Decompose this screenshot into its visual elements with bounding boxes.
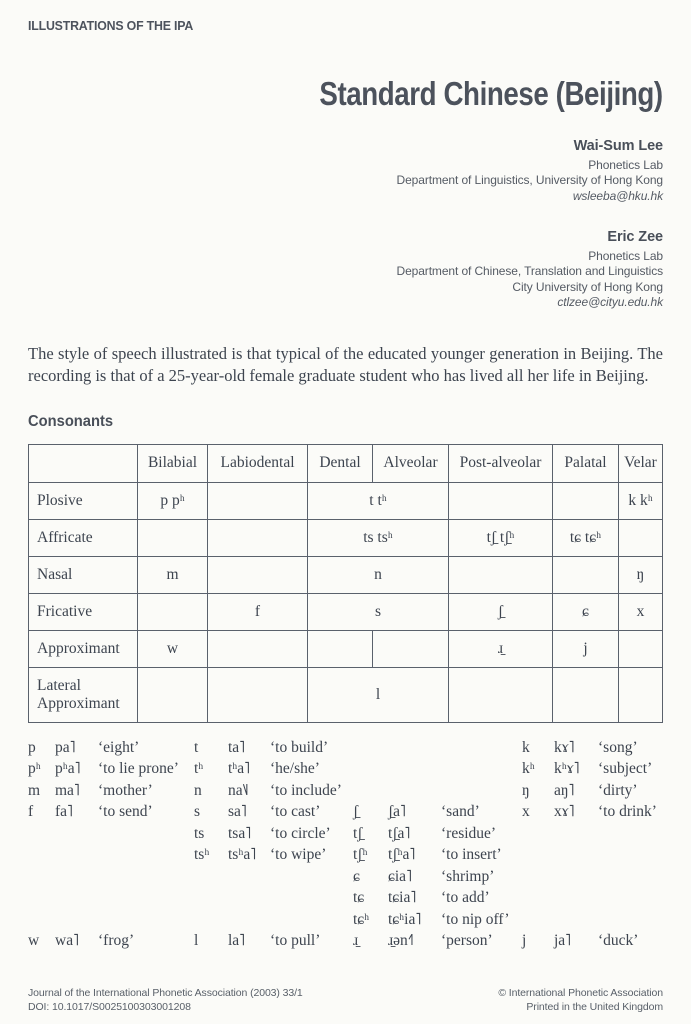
word-gloss: ‘to pull’ (270, 932, 321, 949)
word-word (228, 889, 270, 911)
cell-approximant-post-alveolar: ɹ̠ (449, 630, 553, 667)
author-email: wsleeba@hku.hk (572, 188, 663, 203)
word-list-row (28, 868, 663, 890)
printed-line: Printed in the United Kingdom (526, 1001, 663, 1013)
section-heading-consonants: Consonants (28, 412, 114, 430)
running-head: ILLUSTRATIONS OF THE IPA (28, 18, 194, 33)
col-header-labiodental: Labiodental (208, 444, 308, 482)
word-gloss (598, 825, 663, 847)
word-word: tsa˥ (228, 824, 252, 842)
word-gloss: ‘to add’ (441, 889, 490, 906)
word-symbol: tsʰ (194, 846, 210, 863)
word-gloss: ‘he/she’ (270, 760, 320, 777)
col-header-bilabial: Bilabial (138, 444, 208, 482)
word-word (55, 868, 98, 890)
word-symbol: ŋ (522, 781, 530, 799)
cell-plosive-palatal (553, 482, 619, 519)
author-email: ctlzee@cityu.edu.hk (557, 295, 663, 309)
word-symbol (522, 868, 554, 890)
word-gloss: ‘to send’ (98, 803, 153, 820)
word-gloss: ‘dirty’ (598, 781, 638, 799)
word-word: ta˥ (228, 738, 246, 756)
word-list-row (28, 803, 663, 825)
word-gloss: ‘duck’ (598, 932, 639, 949)
word-word (228, 911, 270, 933)
word-list (28, 739, 663, 954)
col-header-velar: Velar (619, 444, 663, 482)
word-gloss: ‘eight’ (98, 738, 140, 756)
cell-nasal-palatal (553, 556, 619, 593)
word-gloss: ‘to wipe’ (270, 846, 327, 863)
word-word: sa˥ (228, 803, 247, 820)
cell-nasal-post-alveolar (449, 556, 553, 593)
word-gloss (598, 846, 663, 868)
word-word (554, 868, 598, 890)
col-header-post-alveolar: Post-alveolar (449, 444, 553, 482)
word-symbol (353, 739, 388, 761)
row-fricative (29, 593, 663, 630)
word-word: tɕia˥ (388, 889, 417, 906)
word-gloss (98, 911, 194, 933)
word-symbol (353, 782, 388, 804)
word-symbol: f (28, 803, 34, 820)
consonant-table-header-row (29, 444, 663, 482)
word-symbol: m (28, 781, 41, 799)
footer-right (498, 986, 663, 1014)
row-label: Approximant (29, 630, 138, 667)
author-affiliation: Phonetics Lab (588, 248, 663, 263)
word-gloss: ‘to build’ (270, 738, 329, 756)
word-word: aŋ˥ (554, 781, 575, 799)
word-gloss: ‘frog’ (98, 932, 135, 949)
col-header-alveolar: Alveolar (373, 444, 449, 482)
word-word: wa˥ (55, 932, 80, 949)
author-block-2 (28, 230, 663, 311)
word-word: tʰa˥ (228, 760, 251, 777)
word-gloss: ‘shrimp’ (441, 867, 495, 885)
word-word (388, 782, 441, 804)
word-gloss: ‘to nip off’ (441, 910, 510, 928)
cell-plosive-dental-alveolar: t tʰ (308, 482, 449, 519)
word-symbol: x (522, 803, 530, 820)
cell-plosive-labiodental (208, 482, 308, 519)
word-symbol: pʰ (28, 760, 41, 777)
word-gloss (441, 782, 522, 804)
word-gloss (598, 889, 663, 911)
cell-affricate-velar (619, 519, 663, 556)
word-symbol: ɹ̠ (353, 932, 359, 949)
word-gloss: ‘person’ (441, 932, 493, 949)
word-gloss (441, 739, 522, 761)
word-word (388, 760, 441, 782)
word-word: fa˥ (55, 803, 73, 820)
word-gloss (598, 911, 663, 933)
cell-plosive-bilabial: p pʰ (138, 482, 208, 519)
word-symbol (522, 825, 554, 847)
word-symbol: ɕ (353, 867, 360, 885)
word-word: na˥˩ (228, 781, 249, 799)
word-word (554, 911, 598, 933)
word-symbol: w (28, 932, 40, 949)
cell-approximant-palatal: j (553, 630, 619, 667)
word-gloss (598, 868, 663, 890)
cell-fricative-bilabial (138, 593, 208, 630)
word-gloss (270, 889, 353, 911)
word-symbol (353, 760, 388, 782)
journal-line: Journal of the International Phonetic Association (2003) 33/1 (28, 987, 303, 999)
word-list-row (28, 739, 663, 761)
word-word (554, 889, 598, 911)
cell-fricative-dental-alveolar: s (308, 593, 449, 630)
word-word: kʰɤ˥ (554, 760, 580, 777)
cell-nasal-velar: ŋ (619, 556, 663, 593)
word-symbol (522, 889, 554, 911)
word-gloss (98, 889, 194, 911)
cell-plosive-post-alveolar (449, 482, 553, 519)
cell-lateral-labiodental (208, 667, 308, 722)
word-word (55, 846, 98, 868)
row-label: Lateral Approximant (29, 667, 138, 722)
row-plosive (29, 482, 663, 519)
word-word: tʃ̠ʰa˥ (388, 846, 416, 863)
word-word (55, 911, 98, 933)
row-nasal (29, 556, 663, 593)
row-label: Affricate (29, 519, 138, 556)
word-gloss: ‘to include’ (270, 781, 342, 799)
cell-approximant-alveolar (373, 630, 449, 667)
cell-affricate-dental-alveolar: ts tsʰ (308, 519, 449, 556)
page-footer (28, 986, 663, 1014)
cell-fricative-labiodental: f (208, 593, 308, 630)
cell-fricative-velar: x (619, 593, 663, 630)
word-word (554, 825, 598, 847)
word-symbol: l (194, 932, 199, 949)
cell-lateral-palatal (553, 667, 619, 722)
word-gloss: ‘to circle’ (270, 824, 331, 842)
word-symbol: s (194, 803, 201, 820)
word-word: ɕia˥ (388, 867, 412, 885)
word-symbol (194, 868, 228, 890)
word-list-row (28, 846, 663, 868)
word-symbol (28, 825, 55, 847)
word-word: kɤ˥ (554, 738, 575, 756)
word-gloss: ‘to insert’ (441, 846, 502, 863)
word-symbol: tɕ (353, 889, 365, 906)
copyright-line: © International Phonetic Association (498, 987, 663, 999)
author-affiliation: Department of Chinese, Translation and Linguistics (396, 264, 663, 278)
word-gloss (441, 760, 522, 782)
word-symbol: j (522, 932, 527, 949)
cell-approximant-bilabial: w (138, 630, 208, 667)
row-label: Plosive (29, 482, 138, 519)
cell-approximant-dental (308, 630, 373, 667)
word-word: tɕʰia˥ (388, 910, 422, 928)
cell-affricate-palatal: tɕ tɕʰ (553, 519, 619, 556)
word-gloss: ‘residue’ (441, 824, 497, 842)
word-symbol: k (522, 738, 530, 756)
row-affricate (29, 519, 663, 556)
cell-nasal-bilabial: m (138, 556, 208, 593)
word-gloss (98, 825, 194, 847)
col-header-empty (29, 444, 138, 482)
word-symbol: tʰ (194, 760, 204, 777)
word-word (554, 846, 598, 868)
word-word: ɹ̠ən˧˥ (388, 932, 414, 949)
word-symbol: tʃ̠ (353, 824, 363, 842)
intro-paragraph: The style of speech illustrated is that typical of the educated younger generation in Beijing. The recording is that of a 25-year-old female graduate student who has lived all her life in Beijing. (28, 343, 663, 385)
word-gloss: ‘to cast’ (270, 803, 321, 820)
word-word: ja˥ (554, 932, 572, 949)
row-lateral-approximant (29, 667, 663, 722)
word-list-row (28, 932, 663, 954)
word-symbol (194, 911, 228, 933)
cell-affricate-labiodental (208, 519, 308, 556)
word-symbol (522, 911, 554, 933)
word-word: tʃ̠a˥ (388, 824, 411, 842)
cell-lateral-post-alveolar (449, 667, 553, 722)
word-gloss: ‘to lie prone’ (98, 760, 179, 777)
doi-line: DOI: 10.1017/S0025100303001208 (28, 1001, 191, 1013)
col-header-palatal: Palatal (553, 444, 619, 482)
word-gloss (270, 911, 353, 933)
author-name: Eric Zee (607, 229, 663, 245)
word-word (228, 868, 270, 890)
word-symbol (522, 846, 554, 868)
word-list-row (28, 911, 663, 933)
cell-affricate-bilabial (138, 519, 208, 556)
word-gloss: ‘sand’ (441, 803, 480, 820)
cell-affricate-post-alveolar: tʃ̠ tʃ̠ʰ (449, 519, 553, 556)
word-symbol: n (194, 781, 202, 799)
word-word (55, 825, 98, 847)
word-symbol (28, 889, 55, 911)
word-symbol: ʃ̠ (353, 803, 359, 820)
word-symbol (28, 868, 55, 890)
cell-plosive-velar: k kʰ (619, 482, 663, 519)
word-gloss (98, 846, 194, 868)
author-affiliation: Phonetics Lab (588, 157, 663, 172)
author-name: Wai-Sum Lee (573, 138, 663, 154)
word-gloss: ‘mother’ (98, 781, 153, 799)
cell-fricative-post-alveolar: ʃ̠ (449, 593, 553, 630)
word-gloss: ‘song’ (598, 738, 638, 756)
page-title: Standard Chinese (Beijing) (319, 75, 663, 112)
cell-nasal-labiodental (208, 556, 308, 593)
word-word (388, 739, 441, 761)
cell-approximant-velar (619, 630, 663, 667)
word-word: ʃ̠a˥ (388, 803, 406, 820)
word-word: pʰa˥ (55, 760, 81, 777)
word-word (55, 889, 98, 911)
word-word: pa˥ (55, 738, 76, 756)
word-word: xɤ˥ (554, 803, 575, 820)
author-block-1 (28, 139, 663, 204)
author-affiliation: City University of Hong Kong (512, 279, 663, 294)
word-symbol: t (194, 738, 199, 756)
word-gloss: ‘to drink’ (598, 803, 657, 820)
title-row (28, 75, 663, 113)
author-affiliation: Department of Linguistics, University of Hong Kong (396, 173, 663, 187)
word-list-row (28, 825, 663, 847)
word-symbol (28, 846, 55, 868)
word-word: ma˥ (55, 781, 80, 799)
row-label: Fricative (29, 593, 138, 630)
cell-lateral-velar (619, 667, 663, 722)
word-symbol (194, 889, 228, 911)
word-gloss: ‘subject’ (598, 760, 653, 777)
word-symbol (28, 911, 55, 933)
word-gloss (270, 868, 353, 890)
word-list-body (28, 739, 663, 954)
word-list-row (28, 889, 663, 911)
word-gloss (98, 868, 194, 890)
cell-fricative-palatal: ɕ (553, 593, 619, 630)
word-list-row (28, 760, 663, 782)
footer-left (28, 986, 303, 1014)
row-approximant (29, 630, 663, 667)
word-symbol: kʰ (522, 760, 535, 777)
word-symbol: p (28, 738, 36, 756)
word-symbol: tʃ̠ʰ (353, 846, 368, 863)
cell-lateral-dental-alveolar: l (308, 667, 449, 722)
cell-nasal-dental-alveolar: n (308, 556, 449, 593)
col-header-dental: Dental (308, 444, 373, 482)
word-word: tsʰa˥ (228, 846, 257, 863)
word-symbol: ts (194, 824, 205, 842)
word-list-row (28, 782, 663, 804)
cell-lateral-bilabial (138, 667, 208, 722)
row-label: Nasal (29, 556, 138, 593)
word-symbol: tɕʰ (353, 910, 370, 928)
cell-approximant-labiodental (208, 630, 308, 667)
word-word: la˥ (228, 932, 246, 949)
consonant-table (28, 444, 663, 723)
